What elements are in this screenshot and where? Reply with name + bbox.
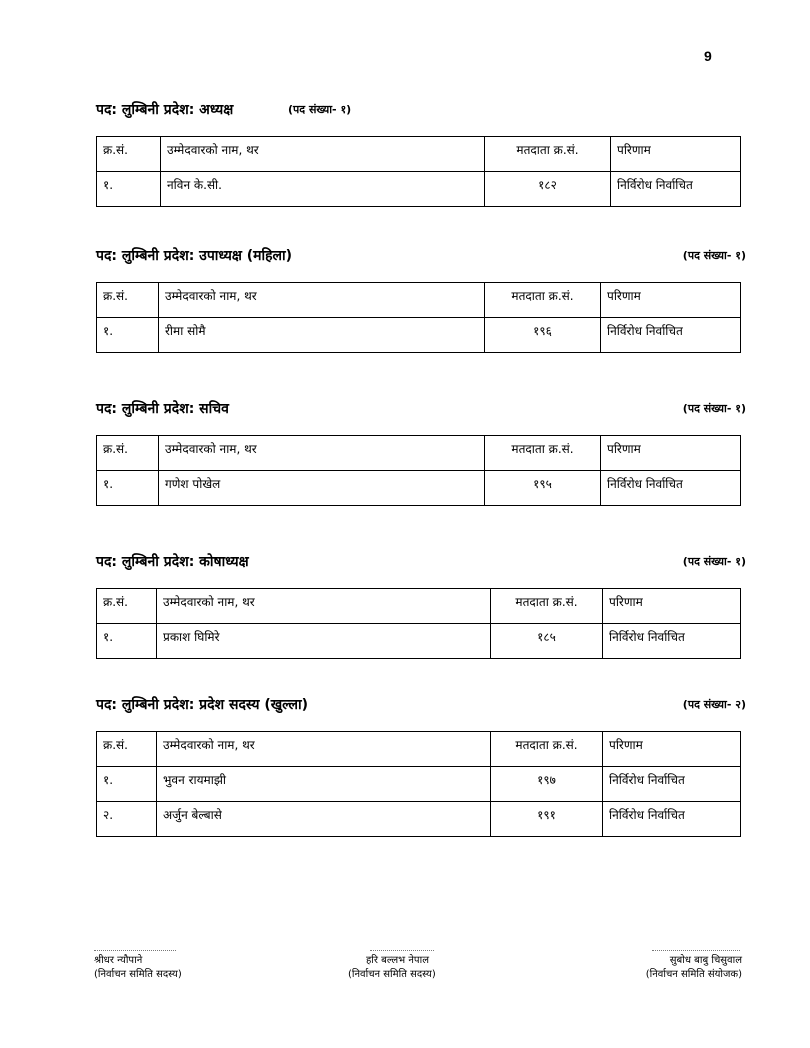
column-header: मतदाता क्र.सं. [491,732,603,767]
voter-number-cell: १९५ [485,471,601,506]
candidate-name-cell: नविन के.सी. [161,172,485,207]
voter-number-cell: १८२ [485,172,611,207]
signature-left [94,946,224,982]
column-header: उम्मेदवारको नाम, थर [159,436,485,471]
signature-right [592,946,742,982]
serial-cell: १. [97,471,159,506]
post-count: (पद संख्या- १) [682,402,746,415]
page-number: 9 [704,48,712,64]
signature-center [348,946,478,982]
serial-cell: १. [97,318,159,353]
section-heading: पद: लुम्बिनी प्रदेश: कोषाध्यक्ष [96,554,249,570]
signatory-role: (निर्वाचन समिति संयोजक) [645,969,742,980]
column-header: क्र.सं. [97,436,159,471]
result-cell: निर्विरोध निर्वाचित [611,172,741,207]
table-header-row [97,137,741,172]
column-header: क्र.सं. [97,589,157,624]
table-row [97,767,741,802]
signatory-role: (निर्वाचन समिति सदस्य) [348,969,436,980]
result-table [96,588,741,659]
column-header: क्र.सं. [97,137,161,172]
result-table [96,435,741,506]
table-row [97,802,741,837]
section-heading: पद: लुम्बिनी प्रदेश: प्रदेश सदस्य (खुल्ला) [96,697,308,713]
serial-cell: १. [97,172,161,207]
column-header: उम्मेदवारको नाम, थर [157,589,491,624]
serial-cell: १. [97,767,157,802]
result-cell: निर्विरोध निर्वाचित [603,802,741,837]
post-count: (पद संख्या- १) [682,555,746,568]
result-table [96,282,741,353]
column-header: परिणाम [603,732,741,767]
voter-number-cell: १८५ [491,624,603,659]
post-count: (पद संख्या- १) [682,249,746,262]
signatory-role: (निर्वाचन समिति सदस्य) [94,969,182,980]
table-header-row [97,436,741,471]
candidate-name-cell: अर्जुन बेल्बासे [157,802,491,837]
voter-number-cell: १९१ [491,802,603,837]
signatory-name: श्रीधर न्यौपाने [94,955,143,966]
column-header: मतदाता क्र.सं. [485,137,611,172]
column-header: परिणाम [601,283,741,318]
section-heading: पद: लुम्बिनी प्रदेश: सचिव [96,401,229,417]
signature-line [652,946,740,951]
table-row [97,471,741,506]
table-header-row [97,732,741,767]
voter-number-cell: १९७ [491,767,603,802]
signature-line [94,946,176,951]
post-count: (पद संख्या- १) [288,103,352,116]
post-count: (पद संख्या- २) [682,698,746,711]
table-header-row [97,283,741,318]
candidate-name-cell: प्रकाश घिमिरे [157,624,491,659]
column-header: परिणाम [611,137,741,172]
table-row [97,172,741,207]
column-header: क्र.सं. [97,283,159,318]
section-heading: पद: लुम्बिनी प्रदेश: अध्यक्ष [96,102,234,118]
table-row [97,624,741,659]
candidate-name-cell: रीमा सोमै [159,318,485,353]
table-header-row [97,589,741,624]
column-header: परिणाम [601,436,741,471]
candidate-name-cell: गणेश पोखेल [159,471,485,506]
result-table [96,136,741,207]
column-header: मतदाता क्र.सं. [485,283,601,318]
column-header: उम्मेदवारको नाम, थर [157,732,491,767]
column-header: मतदाता क्र.सं. [485,436,601,471]
result-cell: निर्विरोध निर्वाचित [603,767,741,802]
signature-line [370,946,434,951]
section-heading: पद: लुम्बिनी प्रदेश: उपाध्यक्ष (महिला) [96,248,293,264]
result-cell: निर्विरोध निर्वाचित [601,471,741,506]
column-header: उम्मेदवारको नाम, थर [161,137,485,172]
column-header: उम्मेदवारको नाम, थर [159,283,485,318]
signatory-name: सुबोध बाबु चिसुवाल [669,955,742,966]
column-header: परिणाम [603,589,741,624]
column-header: क्र.सं. [97,732,157,767]
serial-cell: २. [97,802,157,837]
result-cell: निर्विरोध निर्वाचित [601,318,741,353]
result-cell: निर्विरोध निर्वाचित [603,624,741,659]
signatory-name: हरि बल्लभ नेपाल [366,955,429,966]
serial-cell: १. [97,624,157,659]
result-table [96,731,741,837]
voter-number-cell: १९६ [485,318,601,353]
column-header: मतदाता क्र.सं. [491,589,603,624]
table-row [97,318,741,353]
candidate-name-cell: भुवन रायमाझी [157,767,491,802]
